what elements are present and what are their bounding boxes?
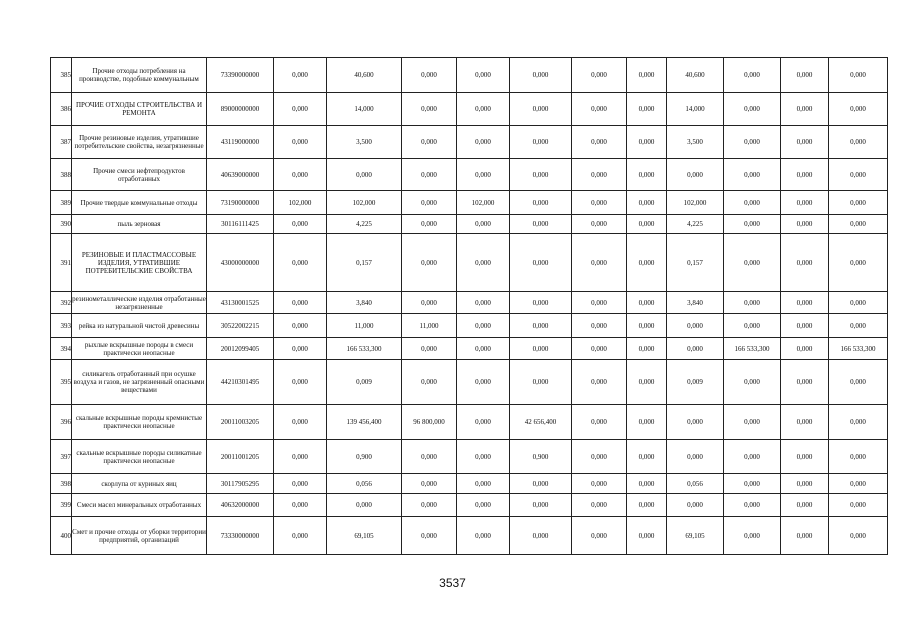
value-cell: 0,000: [781, 360, 829, 405]
row-number: 397: [51, 440, 72, 474]
value-cell: 0,000: [457, 360, 510, 405]
value-cell: 0,000: [627, 474, 667, 494]
value-cell: 0,000: [627, 292, 667, 314]
value-cell: 0,000: [510, 314, 572, 338]
row-number: 399: [51, 494, 72, 517]
value-cell: 0,900: [327, 440, 402, 474]
value-cell: 0,000: [724, 405, 781, 440]
value-cell: 0,000: [627, 517, 667, 555]
waste-name: рейка из натуральной чистой древесины: [72, 314, 207, 338]
value-cell: 0,000: [457, 314, 510, 338]
waste-name: резинометаллические изделия отработанные незагрязненные: [72, 292, 207, 314]
value-cell: 0,000: [572, 494, 627, 517]
value-cell: 0,000: [627, 440, 667, 474]
value-cell: 0,000: [627, 126, 667, 159]
value-cell: 0,000: [724, 234, 781, 292]
value-cell: 0,000: [402, 494, 457, 517]
value-cell: 0,000: [781, 191, 829, 215]
value-cell: 0,000: [829, 234, 888, 292]
waste-code: 30116111425: [207, 215, 274, 234]
row-number: 400: [51, 517, 72, 555]
value-cell: 0,000: [724, 360, 781, 405]
value-cell: 0,000: [781, 126, 829, 159]
value-cell: 0,000: [457, 58, 510, 93]
value-cell: 0,000: [781, 517, 829, 555]
value-cell: 14,000: [327, 93, 402, 126]
value-cell: 0,009: [667, 360, 724, 405]
value-cell: 0,000: [627, 58, 667, 93]
value-cell: 0,000: [627, 338, 667, 360]
value-cell: 166 533,300: [327, 338, 402, 360]
waste-name: скорлупа от куриных яиц: [72, 474, 207, 494]
value-cell: 0,000: [724, 215, 781, 234]
value-cell: 11,000: [327, 314, 402, 338]
value-cell: 166 533,300: [829, 338, 888, 360]
value-cell: 0,000: [274, 234, 327, 292]
value-cell: 0,000: [274, 440, 327, 474]
value-cell: 0,000: [829, 93, 888, 126]
value-cell: 0,000: [781, 58, 829, 93]
value-cell: 0,000: [829, 191, 888, 215]
waste-name: скальные вскрышные породы силикатные практически неопасные: [72, 440, 207, 474]
row-number: 386: [51, 93, 72, 126]
value-cell: 0,000: [457, 234, 510, 292]
value-cell: 14,000: [667, 93, 724, 126]
value-cell: 0,000: [829, 360, 888, 405]
value-cell: 0,000: [667, 159, 724, 191]
waste-code: 20011001205: [207, 440, 274, 474]
waste-name: Прочие твердые коммунальные отходы: [72, 191, 207, 215]
value-cell: 0,000: [457, 517, 510, 555]
table-row: [51, 234, 888, 292]
value-cell: 0,000: [510, 474, 572, 494]
value-cell: 0,000: [627, 494, 667, 517]
value-cell: 0,000: [572, 191, 627, 215]
value-cell: 0,900: [510, 440, 572, 474]
value-cell: 0,000: [274, 360, 327, 405]
value-cell: 0,000: [724, 292, 781, 314]
waste-code: 40632000000: [207, 494, 274, 517]
value-cell: 0,000: [402, 58, 457, 93]
value-cell: 0,000: [402, 191, 457, 215]
value-cell: 0,000: [724, 314, 781, 338]
value-cell: 0,000: [829, 517, 888, 555]
waste-code: 20012099405: [207, 338, 274, 360]
value-cell: 0,000: [627, 93, 667, 126]
value-cell: 0,000: [781, 405, 829, 440]
value-cell: 0,000: [274, 215, 327, 234]
value-cell: 0,000: [510, 360, 572, 405]
row-number: 387: [51, 126, 72, 159]
value-cell: 0,000: [667, 338, 724, 360]
waste-name: Прочие резиновые изделия, утратившие потребительские свойства, незагрязненные: [72, 126, 207, 159]
value-cell: 0,000: [572, 215, 627, 234]
value-cell: 0,000: [510, 126, 572, 159]
value-cell: 0,000: [510, 191, 572, 215]
value-cell: 3,840: [327, 292, 402, 314]
value-cell: 166 533,300: [724, 338, 781, 360]
waste-code: 30117905295: [207, 474, 274, 494]
value-cell: 0,000: [402, 360, 457, 405]
value-cell: 0,000: [829, 440, 888, 474]
value-cell: 0,056: [667, 474, 724, 494]
value-cell: 0,000: [402, 234, 457, 292]
table-row: [51, 215, 888, 234]
value-cell: 0,000: [829, 215, 888, 234]
value-cell: 0,000: [402, 517, 457, 555]
value-cell: 69,105: [667, 517, 724, 555]
value-cell: 0,000: [829, 405, 888, 440]
value-cell: 0,000: [781, 234, 829, 292]
value-cell: 0,157: [327, 234, 402, 292]
waste-name: пыль зерновая: [72, 215, 207, 234]
value-cell: 0,000: [724, 126, 781, 159]
value-cell: 0,000: [627, 314, 667, 338]
value-cell: 0,000: [510, 58, 572, 93]
value-cell: 0,000: [781, 440, 829, 474]
value-cell: 0,000: [572, 474, 627, 494]
value-cell: 102,000: [274, 191, 327, 215]
row-number: 398: [51, 474, 72, 494]
value-cell: 0,000: [457, 215, 510, 234]
table-row: [51, 517, 888, 555]
row-number: 385: [51, 58, 72, 93]
table-row: [51, 360, 888, 405]
value-cell: 0,000: [402, 338, 457, 360]
value-cell: 0,000: [402, 126, 457, 159]
value-cell: 0,000: [572, 314, 627, 338]
value-cell: 0,000: [274, 405, 327, 440]
value-cell: 0,009: [327, 360, 402, 405]
waste-code: 73390000000: [207, 58, 274, 93]
value-cell: 102,000: [667, 191, 724, 215]
waste-code: 73190000000: [207, 191, 274, 215]
waste-code: 43130001525: [207, 292, 274, 314]
value-cell: 0,000: [724, 191, 781, 215]
table-row: [51, 191, 888, 215]
value-cell: 0,000: [572, 440, 627, 474]
value-cell: 0,000: [274, 159, 327, 191]
table-row: [51, 338, 888, 360]
value-cell: 0,000: [829, 58, 888, 93]
value-cell: 40,600: [667, 58, 724, 93]
value-cell: 0,000: [510, 338, 572, 360]
value-cell: 0,000: [627, 215, 667, 234]
value-cell: 0,000: [457, 474, 510, 494]
value-cell: 0,000: [667, 494, 724, 517]
value-cell: 0,000: [781, 494, 829, 517]
value-cell: 0,000: [781, 292, 829, 314]
value-cell: 0,000: [572, 338, 627, 360]
value-cell: 102,000: [327, 191, 402, 215]
value-cell: 0,000: [829, 159, 888, 191]
waste-name: ПРОЧИЕ ОТХОДЫ СТРОИТЕЛЬСТВА И РЕМОНТА: [72, 93, 207, 126]
row-number: 388: [51, 159, 72, 191]
value-cell: 0,000: [457, 405, 510, 440]
waste-table: [50, 57, 888, 555]
value-cell: 96 800,000: [402, 405, 457, 440]
row-number: 392: [51, 292, 72, 314]
value-cell: 69,105: [327, 517, 402, 555]
waste-code: 43000000000: [207, 234, 274, 292]
value-cell: 0,000: [510, 93, 572, 126]
table-row: [51, 93, 888, 126]
table-row: [51, 405, 888, 440]
value-cell: 0,000: [457, 338, 510, 360]
table-row: [51, 314, 888, 338]
row-number: 395: [51, 360, 72, 405]
value-cell: 0,000: [724, 494, 781, 517]
value-cell: 0,000: [781, 314, 829, 338]
waste-name: Прочие отходы потребления на производстве, подобные коммунальным: [72, 58, 207, 93]
value-cell: 0,000: [572, 405, 627, 440]
waste-code: 73330000000: [207, 517, 274, 555]
waste-name: рыхлые вскрышные породы в смеси практически неопасные: [72, 338, 207, 360]
value-cell: 0,157: [667, 234, 724, 292]
value-cell: 0,000: [572, 234, 627, 292]
value-cell: 4,225: [667, 215, 724, 234]
value-cell: 40,600: [327, 58, 402, 93]
value-cell: 0,000: [274, 292, 327, 314]
value-cell: 0,000: [510, 159, 572, 191]
value-cell: 0,000: [402, 292, 457, 314]
value-cell: 0,000: [627, 191, 667, 215]
value-cell: 139 456,400: [327, 405, 402, 440]
value-cell: 11,000: [402, 314, 457, 338]
value-cell: 0,000: [402, 215, 457, 234]
value-cell: 0,000: [402, 440, 457, 474]
value-cell: 4,225: [327, 215, 402, 234]
value-cell: 0,000: [327, 494, 402, 517]
value-cell: 0,000: [510, 292, 572, 314]
table-row: [51, 126, 888, 159]
value-cell: 0,000: [667, 314, 724, 338]
value-cell: 0,000: [457, 494, 510, 517]
table-row: [51, 292, 888, 314]
table-row: [51, 440, 888, 474]
row-number: 393: [51, 314, 72, 338]
value-cell: 0,000: [724, 517, 781, 555]
value-cell: 0,000: [457, 93, 510, 126]
value-cell: 0,000: [274, 494, 327, 517]
value-cell: 0,000: [627, 159, 667, 191]
value-cell: 3,500: [667, 126, 724, 159]
value-cell: 0,000: [457, 126, 510, 159]
value-cell: 0,000: [274, 58, 327, 93]
value-cell: 0,000: [781, 215, 829, 234]
value-cell: 0,000: [572, 58, 627, 93]
value-cell: 0,000: [510, 517, 572, 555]
waste-name: Смет и прочие отходы от уборки территории предприятий, организаций: [72, 517, 207, 555]
value-cell: 0,000: [627, 234, 667, 292]
value-cell: 0,000: [572, 360, 627, 405]
value-cell: 0,000: [829, 314, 888, 338]
waste-code: 89000000000: [207, 93, 274, 126]
value-cell: 0,000: [667, 405, 724, 440]
value-cell: 0,000: [572, 126, 627, 159]
value-cell: 0,000: [457, 440, 510, 474]
waste-name: силикагель отработанный при осушке воздуха и газов, не загрязненный опасными веществами: [72, 360, 207, 405]
row-number: 394: [51, 338, 72, 360]
value-cell: 0,000: [402, 93, 457, 126]
value-cell: 0,000: [829, 292, 888, 314]
value-cell: 0,000: [724, 440, 781, 474]
value-cell: 42 656,400: [510, 405, 572, 440]
value-cell: 0,000: [829, 494, 888, 517]
waste-code: 40639000000: [207, 159, 274, 191]
value-cell: 0,000: [327, 159, 402, 191]
value-cell: 0,000: [829, 474, 888, 494]
value-cell: 3,840: [667, 292, 724, 314]
value-cell: 0,000: [274, 93, 327, 126]
table-row: [51, 159, 888, 191]
table-row: [51, 494, 888, 517]
value-cell: 0,000: [510, 494, 572, 517]
waste-name: РЕЗИНОВЫЕ И ПЛАСТМАССОВЫЕ ИЗДЕЛИЯ, УТРАТИВШИЕ ПОТРЕБИТЕЛЬСКИЕ СВОЙСТВА: [72, 234, 207, 292]
value-cell: 0,000: [457, 159, 510, 191]
waste-code: 43119000000: [207, 126, 274, 159]
row-number: 391: [51, 234, 72, 292]
value-cell: 0,000: [781, 338, 829, 360]
value-cell: 0,000: [572, 159, 627, 191]
waste-name: Смеси масел минеральных отработанных: [72, 494, 207, 517]
value-cell: 0,000: [510, 234, 572, 292]
value-cell: 0,000: [402, 474, 457, 494]
waste-code: 30522002215: [207, 314, 274, 338]
row-number: 389: [51, 191, 72, 215]
value-cell: 0,000: [274, 474, 327, 494]
value-cell: 0,000: [627, 360, 667, 405]
waste-name: скальные вскрышные породы кремнистые практически неопасные: [72, 405, 207, 440]
value-cell: 0,056: [327, 474, 402, 494]
table-row: [51, 474, 888, 494]
value-cell: 102,000: [457, 191, 510, 215]
value-cell: 0,000: [572, 292, 627, 314]
value-cell: 0,000: [274, 338, 327, 360]
waste-name: Прочие смеси нефтепродуктов отработанных: [72, 159, 207, 191]
value-cell: 0,000: [510, 215, 572, 234]
value-cell: 0,000: [724, 58, 781, 93]
value-cell: 0,000: [274, 314, 327, 338]
page-number: 3537: [439, 576, 466, 590]
value-cell: 0,000: [627, 405, 667, 440]
row-number: 396: [51, 405, 72, 440]
value-cell: 0,000: [829, 126, 888, 159]
value-cell: 0,000: [781, 474, 829, 494]
value-cell: 0,000: [781, 159, 829, 191]
value-cell: 0,000: [457, 292, 510, 314]
value-cell: 0,000: [402, 159, 457, 191]
table-row: [51, 58, 888, 93]
value-cell: 0,000: [274, 126, 327, 159]
waste-code: 44210301495: [207, 360, 274, 405]
value-cell: 3,500: [327, 126, 402, 159]
waste-code: 20011003205: [207, 405, 274, 440]
value-cell: 0,000: [572, 93, 627, 126]
row-number: 390: [51, 215, 72, 234]
value-cell: 0,000: [724, 93, 781, 126]
value-cell: 0,000: [781, 93, 829, 126]
value-cell: 0,000: [274, 517, 327, 555]
value-cell: 0,000: [724, 474, 781, 494]
table-body: [51, 58, 888, 555]
value-cell: 0,000: [667, 440, 724, 474]
value-cell: 0,000: [572, 517, 627, 555]
value-cell: 0,000: [724, 159, 781, 191]
